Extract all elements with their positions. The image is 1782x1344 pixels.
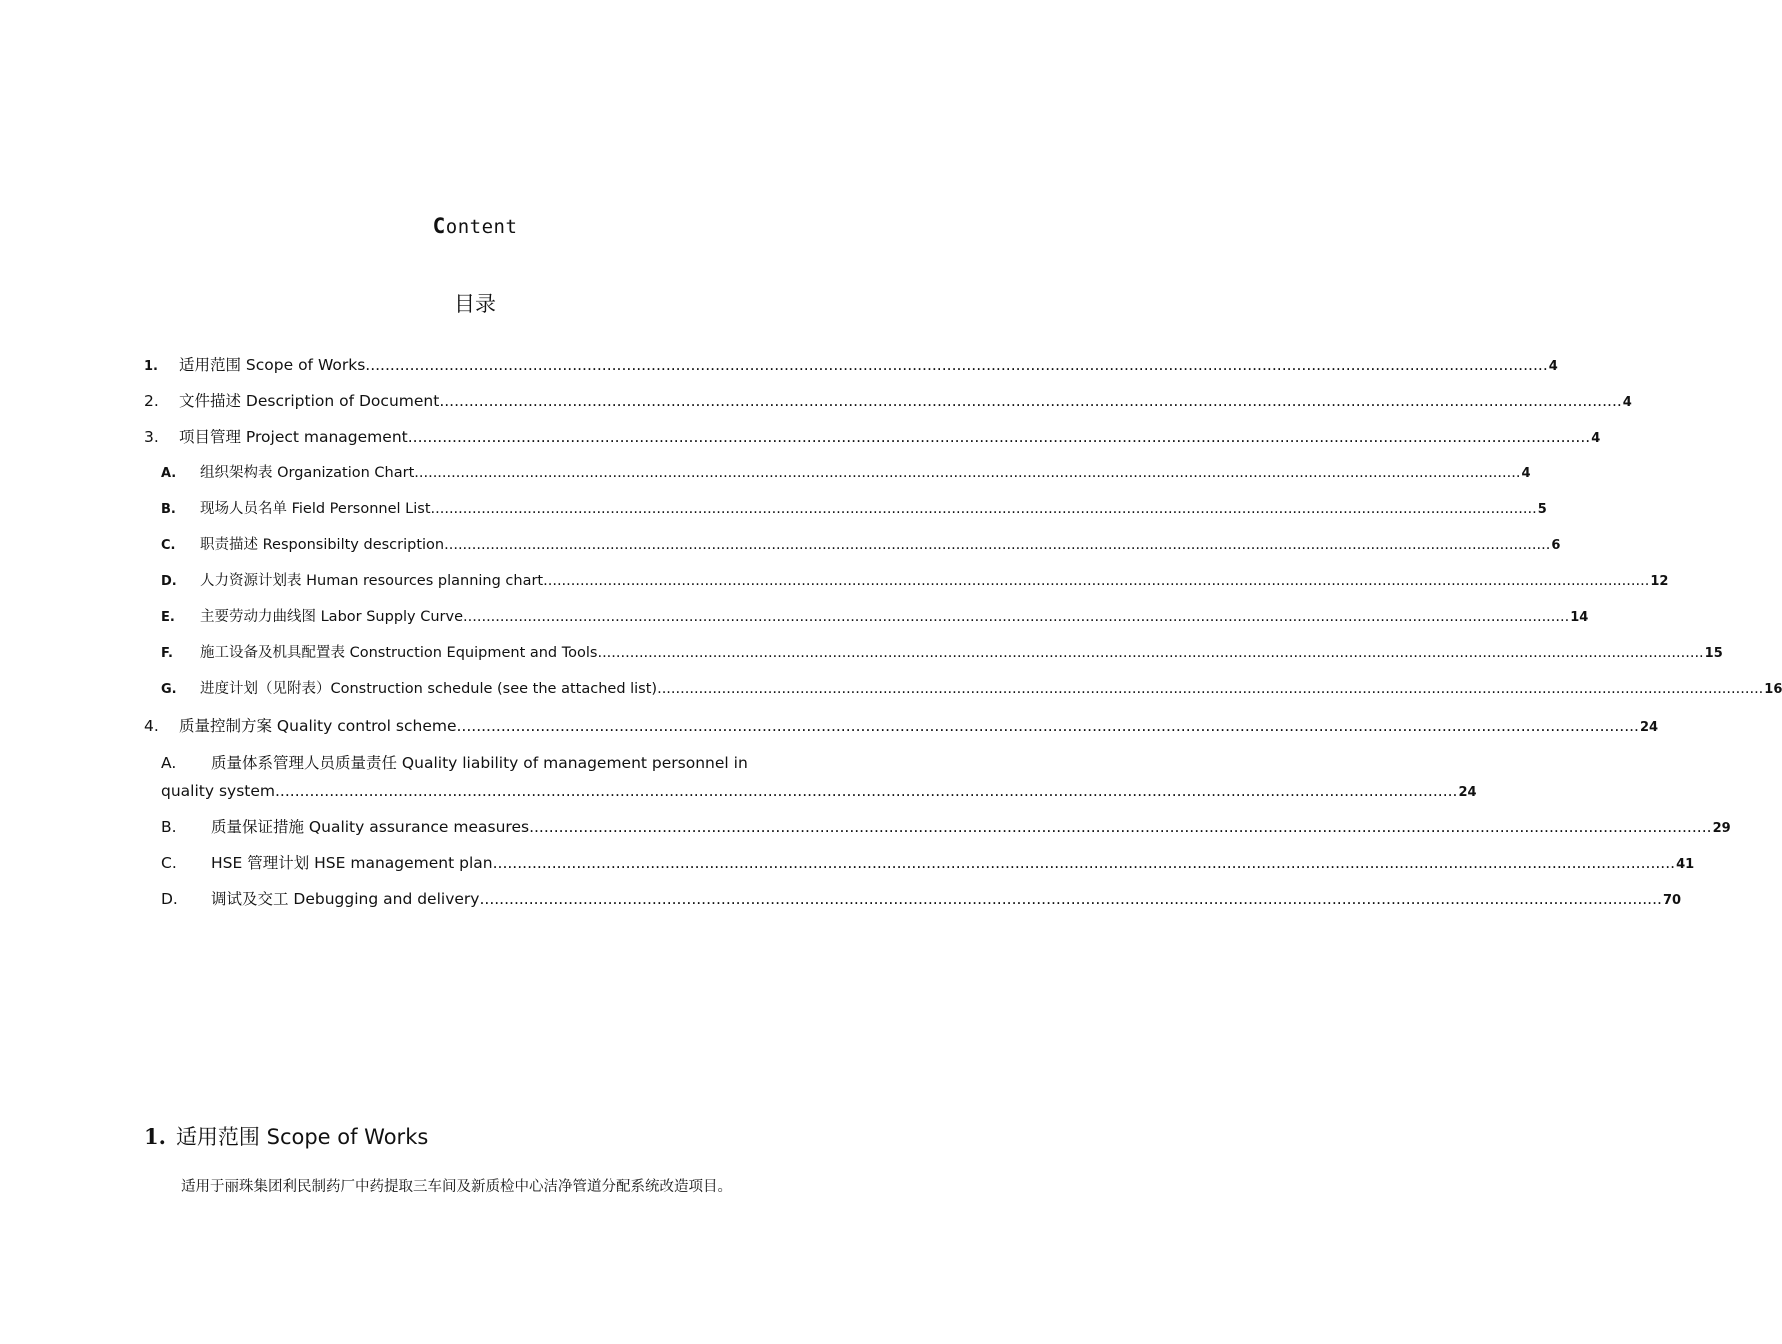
toc-entry-page: 5 — [1537, 502, 1547, 517]
toc-entry-page: 4 — [1622, 395, 1632, 410]
section-number: 1. — [144, 1124, 166, 1149]
toc-entry-page: 70 — [1662, 893, 1682, 908]
toc-entry-3e[interactable] — [161, 607, 1589, 628]
toc-entry-4b[interactable] — [161, 817, 1731, 839]
toc-leader-dots — [275, 777, 1457, 805]
toc-entry-number: D. — [161, 574, 177, 589]
toc-leader-dots — [479, 889, 1661, 909]
toc-entry-number: B. — [161, 818, 177, 836]
toc-entry-number: 4. — [144, 717, 159, 735]
toc-entry-page: 6 — [1551, 538, 1561, 553]
toc-entry-3d[interactable] — [161, 571, 1669, 592]
toc-leader-dots — [414, 463, 1520, 483]
toc-entry-number: D. — [161, 890, 178, 908]
toc-entry-4c[interactable] — [161, 853, 1695, 875]
toc-entry-text: 适用范围 Scope of Works — [179, 356, 366, 374]
toc-entry-3a[interactable] — [161, 463, 1531, 484]
toc-entry-text-continued: quality system — [161, 782, 275, 800]
toc-entry-text: 调试及交工 Debugging and delivery — [211, 890, 480, 908]
toc-entry-number: A. — [161, 754, 177, 772]
toc-title: 目录 — [454, 292, 496, 316]
toc-entry-number: C. — [161, 854, 177, 872]
toc-leader-dots — [365, 355, 1547, 375]
toc-entry-page: 4 — [1548, 359, 1558, 374]
toc-entry-page: 4 — [1521, 466, 1531, 481]
content-title — [0, 214, 950, 238]
section-heading — [144, 1121, 428, 1151]
toc-entry-number: B. — [161, 502, 176, 517]
content-title-rest: ontent — [445, 216, 518, 238]
toc-entry-text: 职责描述 Responsibilty description — [200, 537, 445, 553]
toc-entry-text: 质量体系管理人员质量责任 Quality liability of management personnel in — [211, 754, 748, 772]
toc-entry-number: E. — [161, 610, 175, 625]
toc-entry-4d[interactable] — [161, 889, 1682, 911]
toc-entry-page: 14 — [1570, 610, 1589, 625]
toc-leader-dots — [439, 391, 1621, 411]
toc-entry-text: 人力资源计划表 Human resources planning chart — [200, 573, 544, 589]
toc-leader-dots — [444, 535, 1550, 555]
toc-leader-dots — [543, 571, 1649, 591]
toc-entry-number: 1. — [144, 359, 158, 374]
toc-entry-page: 24 — [1458, 785, 1477, 800]
toc-entry-text: 进度计划（见附表）Construction schedule (see the attached list) — [200, 681, 658, 697]
toc-leader-dots — [457, 716, 1639, 736]
toc-entry-page: 15 — [1704, 646, 1723, 661]
toc-entry-1[interactable] — [144, 355, 1558, 377]
section-title: 适用范围 Scope of Works — [175, 1125, 429, 1149]
toc-leader-dots — [657, 679, 1763, 699]
toc-entry-4a[interactable] — [161, 749, 1477, 807]
toc-entry-text: 文件描述 Description of Document — [179, 392, 440, 410]
content-title-initial: C — [432, 214, 446, 238]
toc-entry-number: F. — [161, 646, 173, 661]
toc-entry-3b[interactable] — [161, 499, 1547, 520]
toc-leader-dots — [431, 499, 1537, 519]
toc-entry-text: 项目管理 Project management — [179, 428, 408, 446]
toc-entry-page: 12 — [1650, 574, 1669, 589]
toc-entry-number: C. — [161, 538, 176, 553]
toc-entry-text: 质量控制方案 Quality control scheme — [179, 717, 457, 735]
toc-leader-dots — [529, 817, 1711, 837]
toc-leader-dots — [408, 427, 1590, 447]
toc-entry-number: 2. — [144, 392, 159, 410]
toc-entry-number: A. — [161, 466, 177, 481]
toc-entry-page: 4 — [1591, 431, 1601, 446]
toc-leader-dots — [463, 607, 1569, 627]
toc-entry-number: G. — [161, 682, 177, 697]
section-body-paragraph: 适用于丽珠集团利民制药厂中药提取三车间及新质检中心洁净管道分配系统改造项目。 — [181, 1179, 732, 1195]
toc-entry-4[interactable] — [144, 716, 1659, 738]
toc-entry-number: 3. — [144, 428, 159, 446]
toc-entry-page: 16 — [1764, 682, 1782, 697]
toc-entry-text: 现场人员名单 Field Personnel List — [200, 501, 431, 517]
toc-entry-3g[interactable] — [161, 679, 1782, 700]
toc-entry-2[interactable] — [144, 391, 1632, 413]
toc-entry-text: 组织架构表 Organization Chart — [200, 465, 415, 481]
toc-entry-page: 29 — [1712, 821, 1731, 836]
toc-entry-3[interactable] — [144, 427, 1601, 449]
toc-entry-3c[interactable] — [161, 535, 1561, 556]
toc-leader-dots — [493, 853, 1675, 873]
toc-entry-3f[interactable] — [161, 643, 1723, 664]
toc-leader-dots — [597, 643, 1703, 663]
toc-entry-text: 主要劳动力曲线图 Labor Supply Curve — [200, 609, 464, 625]
toc-entry-text: 施工设备及机具配置表 Construction Equipment and Tools — [200, 645, 598, 661]
toc-entry-text: 质量保证措施 Quality assurance measures — [211, 818, 530, 836]
toc-entry-text: HSE 管理计划 HSE management plan — [211, 854, 493, 872]
toc-entry-page: 24 — [1639, 720, 1659, 735]
toc-entry-page: 41 — [1676, 857, 1695, 872]
